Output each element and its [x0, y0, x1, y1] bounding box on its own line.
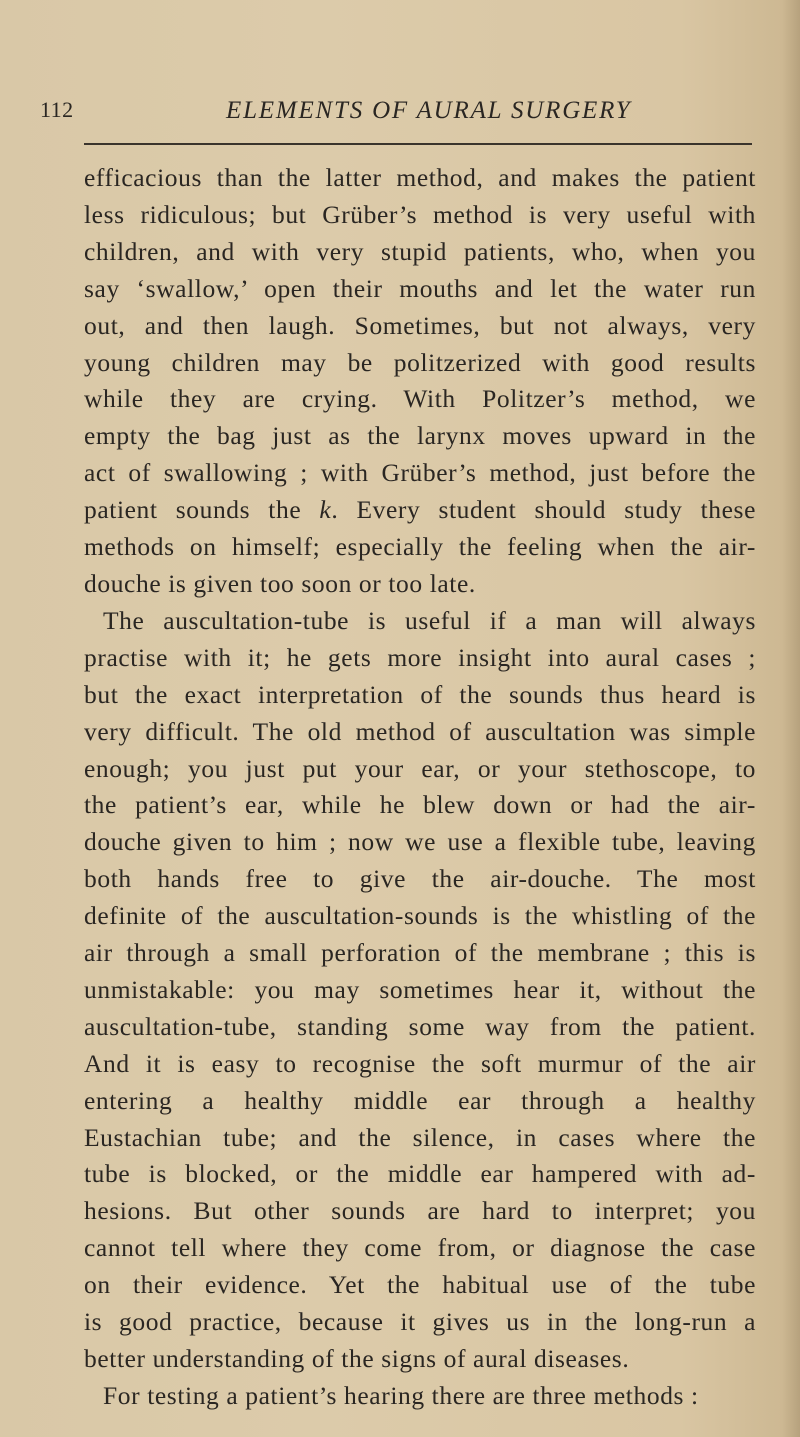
text-line: douche is given too soon or too late.	[84, 568, 476, 598]
page-header	[0, 97, 800, 137]
text-line: patient sounds the k. Every student should study these	[84, 495, 756, 525]
paragraph-start-line: The auscultation-tube is useful if a man will always	[103, 605, 756, 635]
text-line: but the exact interpretation of the sounds thus heard is	[84, 679, 756, 709]
paragraph-start-line: For testing a patient’s hearing there are three methods :	[103, 1380, 699, 1410]
text-line: air through a small perforation of the membrane ; this is	[84, 938, 756, 968]
text-line: tube is blocked, or the middle ear hampered with ad-	[84, 1159, 756, 1189]
text-line: while they are crying. With Politzer’s method, we	[84, 384, 756, 414]
page-edge-shadow	[782, 0, 800, 1437]
text-line: hesions. But other sounds are hard to interpret; you	[84, 1196, 756, 1226]
text-line: definite of the auscultation-sounds is the whistling of the	[84, 901, 756, 931]
text-line: the patient’s ear, while he blew down or had the air-	[84, 790, 756, 820]
body-text	[84, 160, 756, 1415]
text-line: cannot tell where they come from, or diagnose the case	[84, 1233, 756, 1263]
text-line: say ‘swallow,’ open their mouths and let the water run	[84, 273, 756, 303]
text-line: empty the bag just as the larynx moves upward in the	[84, 421, 756, 451]
text-line: better understanding of the signs of aural diseases.	[84, 1344, 630, 1373]
page-number: 112	[40, 97, 74, 122]
text-line: methods on himself; especially the feeling when the air-	[84, 532, 756, 562]
text-line: out, and then laugh. Sometimes, but not always, very	[84, 310, 756, 340]
text-line: less ridiculous; but Grüber’s method is very useful with	[84, 199, 756, 229]
text-line: douche given to him ; now we use a flexible tube, leaving	[84, 827, 756, 857]
text-line: young children may be politzerized with good results	[84, 347, 756, 377]
text-line: auscultation-tube, standing some way from the patient.	[84, 1011, 756, 1041]
text-line: both hands free to give the air-douche. The most	[84, 864, 756, 894]
text-line: enough; you just put your ear, or your stethoscope, to	[84, 753, 756, 783]
text-line: act of swallowing ; with Grüber’s method, just before the	[84, 458, 756, 488]
header-rule	[84, 143, 752, 145]
text-line: is good practice, because it gives us in the long-run a	[84, 1307, 756, 1337]
text-line: unmistakable: you may sometimes hear it, without the	[84, 974, 756, 1004]
running-title: ELEMENTS OF AURAL SURGERY	[226, 97, 632, 124]
text-line: practise with it; he gets more insight into aural cases ;	[84, 642, 756, 672]
text-line: Eustachian tube; and the silence, in cases where the	[84, 1122, 756, 1152]
text-line: entering a healthy middle ear through a healthy	[84, 1085, 756, 1115]
text-line: very difficult. The old method of auscultation was simple	[84, 716, 756, 746]
italic-letter: k	[319, 495, 332, 525]
text-line: efficacious than the latter method, and makes the patient	[84, 163, 756, 192]
text-line: And it is easy to recognise the soft murmur of the air	[84, 1048, 756, 1078]
text-line: children, and with very stupid patients, who, when you	[84, 236, 756, 266]
text-line: on their evidence. Yet the habitual use of the tube	[84, 1270, 756, 1300]
